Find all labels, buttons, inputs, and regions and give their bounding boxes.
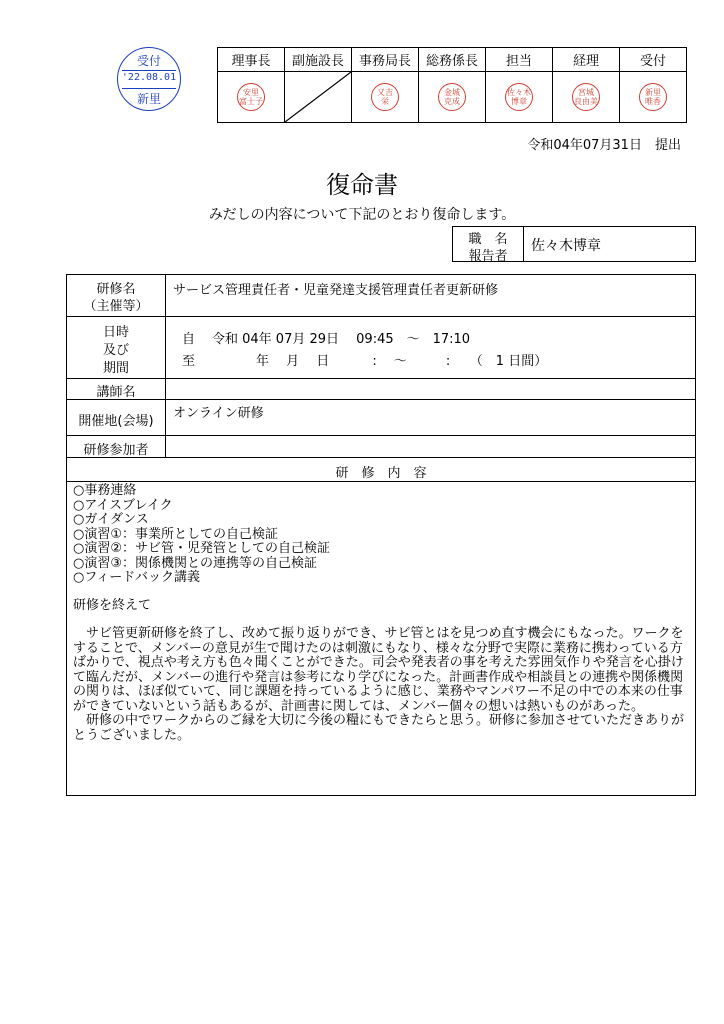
reporter-label: [453, 227, 524, 264]
received-stamp: [117, 47, 181, 111]
seal-stamp: 又吉 栄: [371, 83, 399, 111]
training-name-value: サービス管理責任者・児童発達支援管理責任者更新研修: [173, 283, 499, 298]
after-training-heading: 研修を終えて: [73, 597, 152, 613]
content-item: ○事務連絡: [73, 483, 137, 498]
from-label: 自: [182, 332, 196, 347]
approval-seal-cell: [553, 72, 620, 123]
content-item: ○フィードバック講義: [73, 570, 201, 585]
approval-role: 担当: [486, 48, 553, 72]
datetime-label-3: 期間: [102, 361, 129, 376]
venue-label-cell: [67, 400, 166, 435]
content-header: 研 修 内 容: [335, 466, 427, 481]
seal-stamp: 安里 富士子: [237, 83, 265, 111]
approval-role: 事務局長: [352, 48, 419, 72]
approval-seal-cell: [218, 72, 285, 123]
participants-label-cell: [67, 436, 166, 457]
content-item: ○演習②：サビ管・児発管としての自己検証: [73, 541, 330, 556]
approval-seal-cell: [486, 72, 553, 123]
approval-role: 総務係長: [419, 48, 486, 72]
seal-stamp: 金城 克成: [438, 83, 466, 111]
training-name-label: 研修名: [96, 282, 136, 297]
approval-role: 経理: [553, 48, 620, 72]
approval-role: 受付: [620, 48, 687, 72]
venue-label: 開催地(会場): [78, 414, 154, 429]
datetime-row: [67, 317, 695, 379]
approval-role: 理事長: [218, 48, 285, 72]
reporter-name: 佐々木博章: [531, 238, 601, 254]
strike-line: [285, 72, 351, 122]
seal-stamp: 宮城 良由美: [572, 83, 600, 111]
document-title: 復命書: [326, 171, 398, 199]
submission-date-line: [527, 134, 681, 153]
reporter-label-text: 報告者: [468, 249, 508, 264]
approval-seal-cell: [352, 72, 419, 123]
seal-stamp: 新里 唯香: [639, 83, 667, 111]
report-form: [66, 274, 696, 796]
training-name-label-cell: [67, 275, 166, 316]
instructor-row: [67, 379, 695, 400]
content-item: ○ガイダンス: [73, 512, 149, 527]
received-stamp-name: 新里: [136, 92, 161, 106]
reflection-paragraph-1: サビ管更新研修を終了し、改めて振り返りができ、サビ管とはを見つめ直す機会にもなった。ワークをすることで、メンバーの意見が生で聞けたのは刺激にもなり、様々な分野で実際に業務に携わっている方ばかりで、視点や考え方も色々聞くことができた。司会や発表者の事を考えた雰囲気作りや発言を心掛けて臨んだが、メンバーの進行や発言は参考になり学びになった。計画書作成や相談員との連携や関係機関の関りは、ほぼ似ていて、同じ課題を持っているように感じ、業務やマンパワー不足の中での本来の仕事ができていないという話もあるが、計画書に関しては、メンバー個々の想いは熱いものがあった。: [73, 626, 684, 714]
training-name-row: [67, 275, 695, 317]
organizer-label: （主催等）: [83, 299, 149, 314]
instructor-label-cell: [67, 379, 166, 399]
reflection-paragraph-2: 研修の中でワークからのご縁を大切に今後の糧にもできたらと思う。研修に参加させていただきありがとうございました。: [73, 713, 685, 743]
content-body: [73, 484, 691, 743]
to-value: 年 月 日 : ～ : （ 1 日間）: [256, 354, 548, 369]
approval-role: 副施設長: [285, 48, 352, 72]
reporter-box: [452, 226, 696, 262]
from-value: 令和 04年 07月 29日 09:45 ～ 17:10: [212, 332, 471, 347]
content-header-row: [67, 458, 695, 482]
datetime-label-1: 日時: [102, 325, 129, 340]
submission-label: 提出: [654, 138, 681, 153]
document-subtitle: みだしの内容について下記のとおり復命します。: [208, 207, 516, 223]
venue-value: オンライン研修: [173, 406, 264, 421]
datetime-label-cell: [67, 317, 166, 378]
approval-seal-cell: [620, 72, 687, 123]
content-item: ○アイスブレイク: [73, 497, 173, 513]
participants-row: [67, 436, 695, 458]
received-stamp-label: 受付: [136, 54, 161, 68]
approval-table: [217, 47, 687, 123]
participants-label: 研修参加者: [83, 443, 149, 458]
seal-stamp: 佐々木 博章: [505, 83, 533, 111]
to-label: 至: [182, 354, 196, 369]
job-title-label: 職 名: [468, 232, 508, 247]
approval-seal-cell: [419, 72, 486, 123]
submission-date: 令和04年07月31日: [527, 138, 642, 153]
received-stamp-date: '22.08.01: [121, 72, 177, 83]
instructor-label: 講師名: [96, 385, 136, 400]
datetime-label-2: 及び: [102, 343, 129, 358]
venue-row: [67, 400, 695, 436]
content-item: ○演習③：関係機関との連携等の自己検証: [73, 555, 317, 571]
content-item: ○演習①：事業所としての自己検証: [73, 526, 278, 542]
approval-seal-cell-empty: [285, 72, 352, 123]
